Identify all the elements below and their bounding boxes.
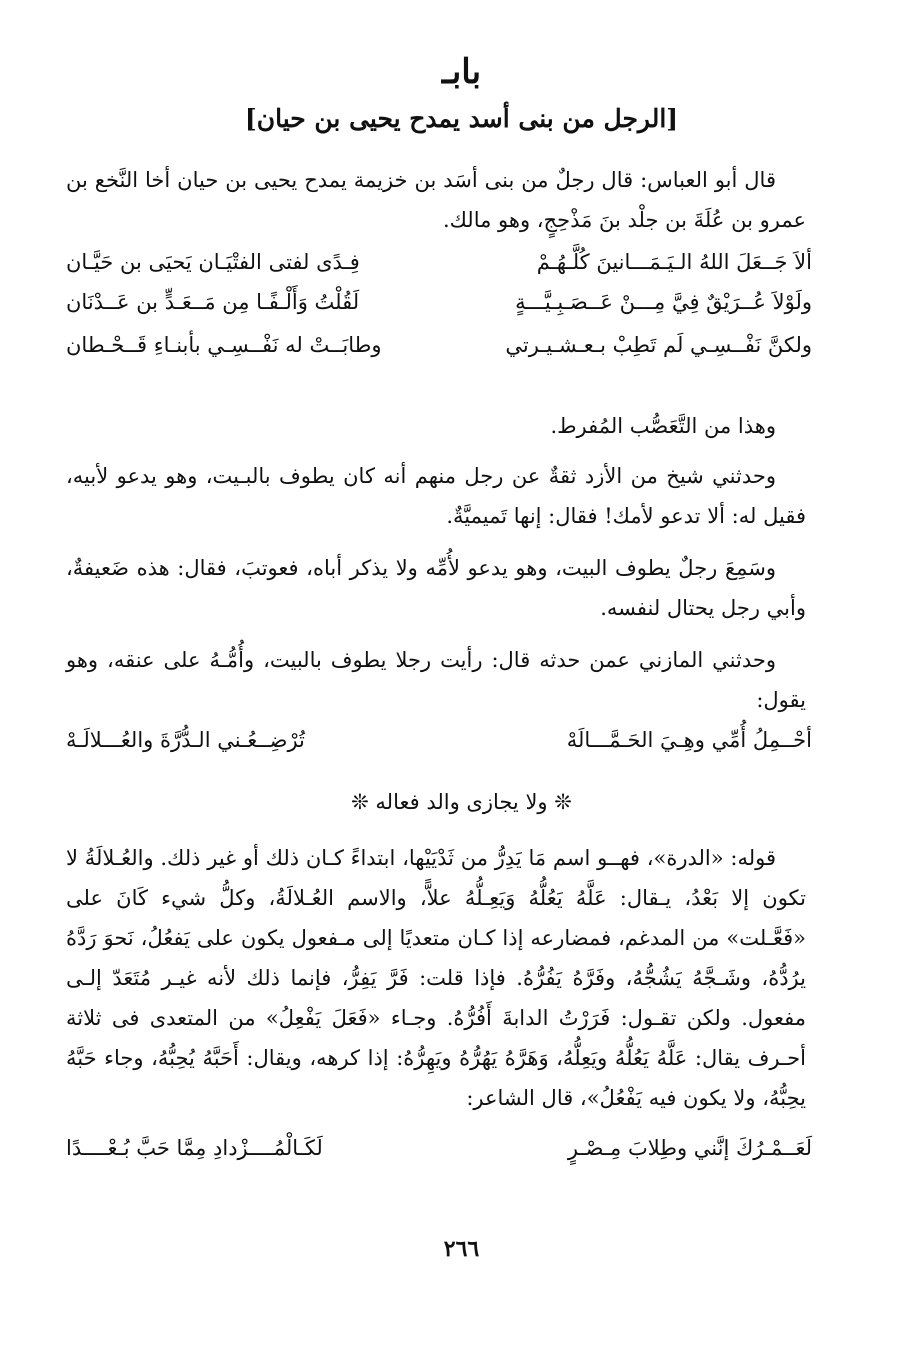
page-number: ٢٦٦ [443,1236,480,1262]
taassub-paragraph [66,406,806,446]
verse-second-half: تُرْضِــعُـني الـدُّرَّةَ والعُـــلالَـهْ [66,728,305,752]
poem3-verse [66,1136,812,1176]
verse-second-half: لَقُلْتُ وَأَلْـفًـا مِن مَــعَـدٍّ بن عَــدْنَان [66,290,360,314]
poem1-verse-3 [66,333,812,373]
verse-first-half: لَعَــمْـرُكَ إنَّني وطِلابَ مِـصْـرٍ [567,1136,812,1160]
verse-second-half: فِـدًى لفتى الفتْيَـان يَحيَى بن حَيَّـان [66,250,360,274]
verse-first-half: ولكنَّ نَفْــسِـي لَم تَطِبْ بـعـشـيـرتي [505,333,812,357]
mazini-paragraph [66,640,806,720]
commentary-paragraph [66,838,806,1118]
taassub-text: وهذا من التَّعَصُّب المُفرط. [550,414,776,438]
verse-second-half: وطابَــتْ له نَفْــسِـي بأبنـاءِ قَــحْـطان [66,333,382,357]
intro-text: قال أبو العباس: قال رجلٌ من بنى أسَد بن خزيمة يمدح يحيى بن حيان أخا النَّخع بن عمرو بن عُلَةَ بن جلْد بنَ مَذْحِجٍ، وهو مالك. [66,168,806,232]
poem1-verse-2 [66,290,812,330]
azd-paragraph [66,456,806,536]
poem1-verse-1 [66,250,812,290]
intro-paragraph [66,160,806,240]
samia-text: وسَمِعَ رجلٌ يطوف البيت، وهو يدعو لأُمِّه ولا يذكر أباه، فعوتبَ، فقال: هذه ضَعيفةٌ، وأبي رجل يحتال لنفسه. [66,556,806,620]
poem2-tail-line: ❊ ولا يجازى والد فعاله ❊ [351,790,572,814]
mazini-text: وحدثني المازني عمن حدثه قال: رأيت رجلا يطوف بالبيت، وأُمُّـهُ على عنقه، وهو يقول: [66,648,806,712]
verse-second-half: لَكَـالْمُــــزْدادِ مِمَّا حَبَّ بُـعْــــدًا [66,1136,323,1160]
verse-first-half: أحْــمِلُ أُمِّي وهِـيَ الحَـمَّـــالَهْ [566,728,812,752]
poem2-verse [66,728,812,768]
samia-paragraph [66,548,806,628]
verse-first-half: ألاَ جَــعَلَ اللهُ الـيَـمَـــانينَ كُلَّـهُـمْ [536,250,812,274]
verse-first-half: ولَوْلاَ عُــرَيْقٌ فِيَّ مِـــنْ عَــصَـبِـيَّـــةٍ [515,290,812,314]
chapter-subtitle: [الرجل من بنى أسد يمدح يحيى بن حيان] [244,104,679,133]
commentary-text: قوله: «الدرة»، فهــو اسم مَا يَدِرُّ من ثَدْيَيْها، ابتداءً كـان ذلك أو غير ذلك. والعُـلالَةُ لا تكون إلا بَعْدُ، يـقال: عَلَّهُ يَعُلُّهُ وَيَعِـلُّهُ علاًّ، والاسم العُـلالَةُ، وكلُّ شيء كَانَ على «فَعَّـلت» من المدغم، فمضارعه إذا كـان متعديًا إلى مـفعول يكون على يَفعُلُ، نَحوَ رَدَّهُ يرُدُّهُ، وشَـجَّهُ يَشُجُّهُ، وفَرَّهُ يَفُرُّهُ. فإذا قلت: فَرَّ يَفِرُّ، فإنما ذلك لأنه غيـر مُتَعَدّ إلـى مفعول. ولكن تقـول: فَرَرْتُ الدابةَ أَفُرُّهُ. وجـاء «فَعَلَ يَفْعِلُ» من المتعدى فى ثلاثة أحـرف يقال: عَلَّهُ يَعُلُّهُ ويَعِلُّهُ، وَهَرَّهُ يَهُرُّهُ ويَهِرُّهُ: إذا كرهه، ويقال: أَحَبَّهُ يُحِبُّهُ، وجاء حَبَّهُ يحِبُّهُ، ولا يكون فيه يَفْعُلُ»، قال الشاعر: [66,846,806,1110]
chapter-title: بابـ [441,52,482,92]
azd-text: وحدثني شيخ من الأزد ثقةٌ عن رجل منهم أنه كان يطوف بالبـيت، وهو يدعو لأبيه، فقيل له: ألا تدعو لأمك! فقال: إنها تَميميَّةٌ. [66,464,806,528]
